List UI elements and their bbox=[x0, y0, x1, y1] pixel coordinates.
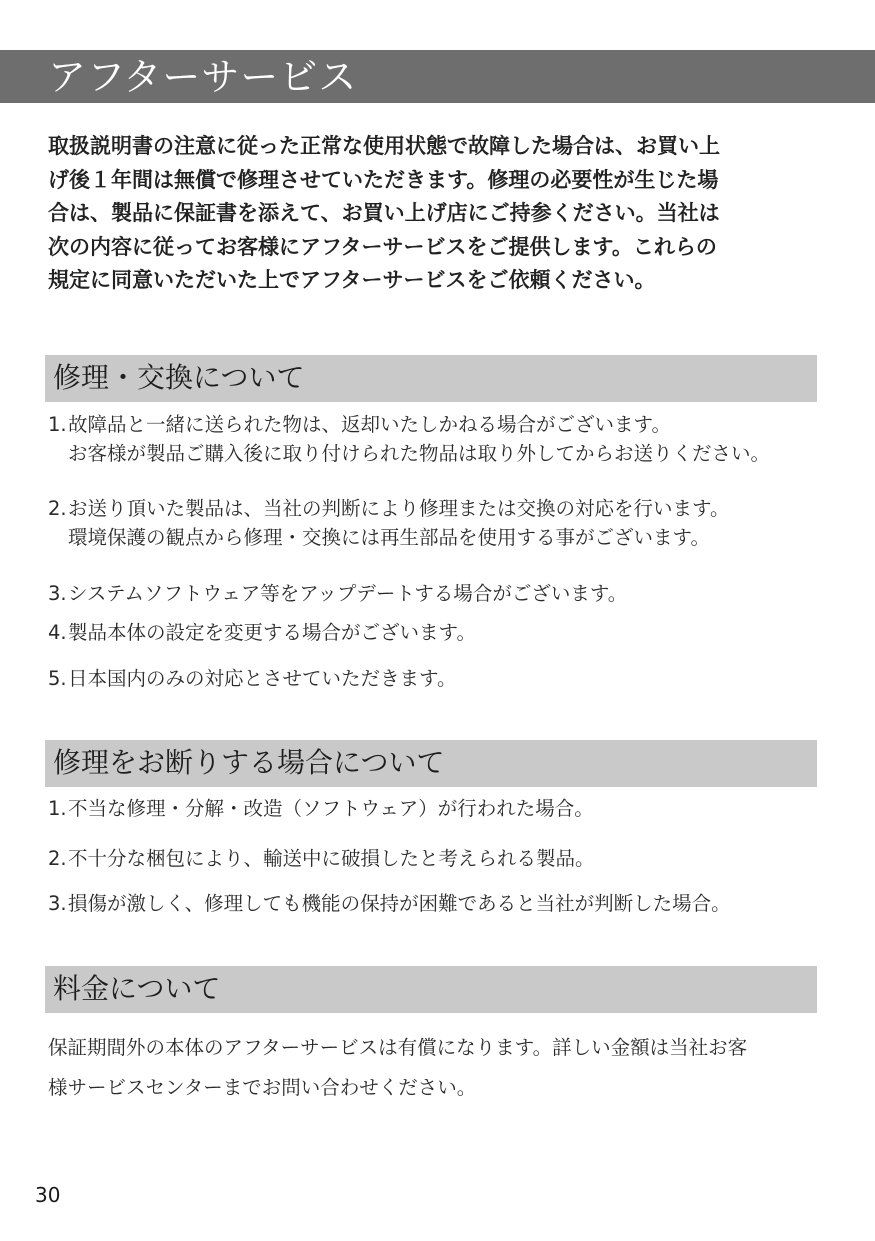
repair-item-3 bbox=[48, 579, 838, 608]
item-text: お送り頂いた製品は、当社の判断により修理または交換の対応を行います。 bbox=[68, 497, 730, 520]
refusal-section-title: 修理をお断りする場合について bbox=[53, 746, 445, 779]
refusal-section-header bbox=[45, 740, 817, 787]
item-number: 5. bbox=[48, 667, 67, 690]
item-text: 損傷が激しく、修理しても機能の保持が困難であると当社が判断した場合。 bbox=[68, 892, 731, 915]
fee-paragraph bbox=[48, 1028, 838, 1108]
item-number: 1. bbox=[48, 413, 67, 436]
item-number: 4. bbox=[48, 621, 67, 644]
item-text: 日本国内のみの対応とさせていただきます。 bbox=[68, 667, 457, 690]
fee-section-header bbox=[45, 966, 817, 1013]
item-text: システムソフトウェア等をアップデートする場合がございます。 bbox=[68, 582, 628, 605]
fee-section-title: 料金について bbox=[53, 972, 221, 1005]
refusal-item-1 bbox=[48, 794, 838, 823]
item-continuation: お客様が製品ご購入後に取り付けられた物品は取り外してからお送りください。 bbox=[68, 442, 771, 465]
page-title: アフターサービス bbox=[48, 55, 358, 99]
item-text: 不十分な梱包により、輸送中に破損したと考えられる製品。 bbox=[68, 847, 595, 870]
repair-item-1 bbox=[48, 410, 838, 468]
item-number: 1. bbox=[48, 797, 67, 820]
repair-item-2 bbox=[48, 494, 838, 552]
item-number: 2. bbox=[48, 497, 67, 520]
refusal-item-2 bbox=[48, 844, 838, 873]
item-text: 製品本体の設定を変更する場合がございます。 bbox=[68, 621, 476, 644]
item-number: 3. bbox=[48, 892, 67, 915]
repair-section-title: 修理・交換について bbox=[53, 361, 305, 394]
intro-paragraph bbox=[48, 130, 828, 298]
page-title-bar bbox=[0, 50, 875, 103]
intro-line: 合は、製品に保証書を添えて、お買い上げ店にご持参ください。当社は bbox=[48, 201, 720, 225]
item-continuation: 環境保護の観点から修理・交換には再生部品を使用する事がございます。 bbox=[68, 526, 710, 549]
repair-item-4 bbox=[48, 618, 838, 647]
fee-line: 様サービスセンターまでお問い合わせください。 bbox=[48, 1076, 477, 1099]
repair-item-5 bbox=[48, 664, 838, 693]
item-text: 故障品と一緒に送られた物は、返却いたしかねる場合がございます。 bbox=[68, 413, 671, 436]
page-number: 30 bbox=[35, 1183, 61, 1207]
intro-line: げ後１年間は無償で修理させていただきます。修理の必要性が生じた場 bbox=[48, 167, 719, 192]
item-number: 3. bbox=[48, 582, 67, 605]
intro-line: 取扱説明書の注意に従った正常な使用状態で故障した場合は、お買い上 bbox=[48, 134, 720, 158]
item-text: 不当な修理・分解・改造（ソフトウェア）が行われた場合。 bbox=[68, 797, 594, 820]
refusal-item-3 bbox=[48, 889, 838, 918]
repair-section-header bbox=[45, 355, 817, 402]
intro-line: 次の内容に従ってお客様にアフターサービスをご提供します。これらの bbox=[48, 234, 717, 259]
fee-line: 保証期間外の本体のアフターサービスは有償になります。詳しい金額は当社お客 bbox=[48, 1036, 748, 1059]
intro-line: 規定に同意いただいた上でアフターサービスをご依頼ください。 bbox=[48, 268, 656, 292]
item-number: 2. bbox=[48, 847, 67, 870]
